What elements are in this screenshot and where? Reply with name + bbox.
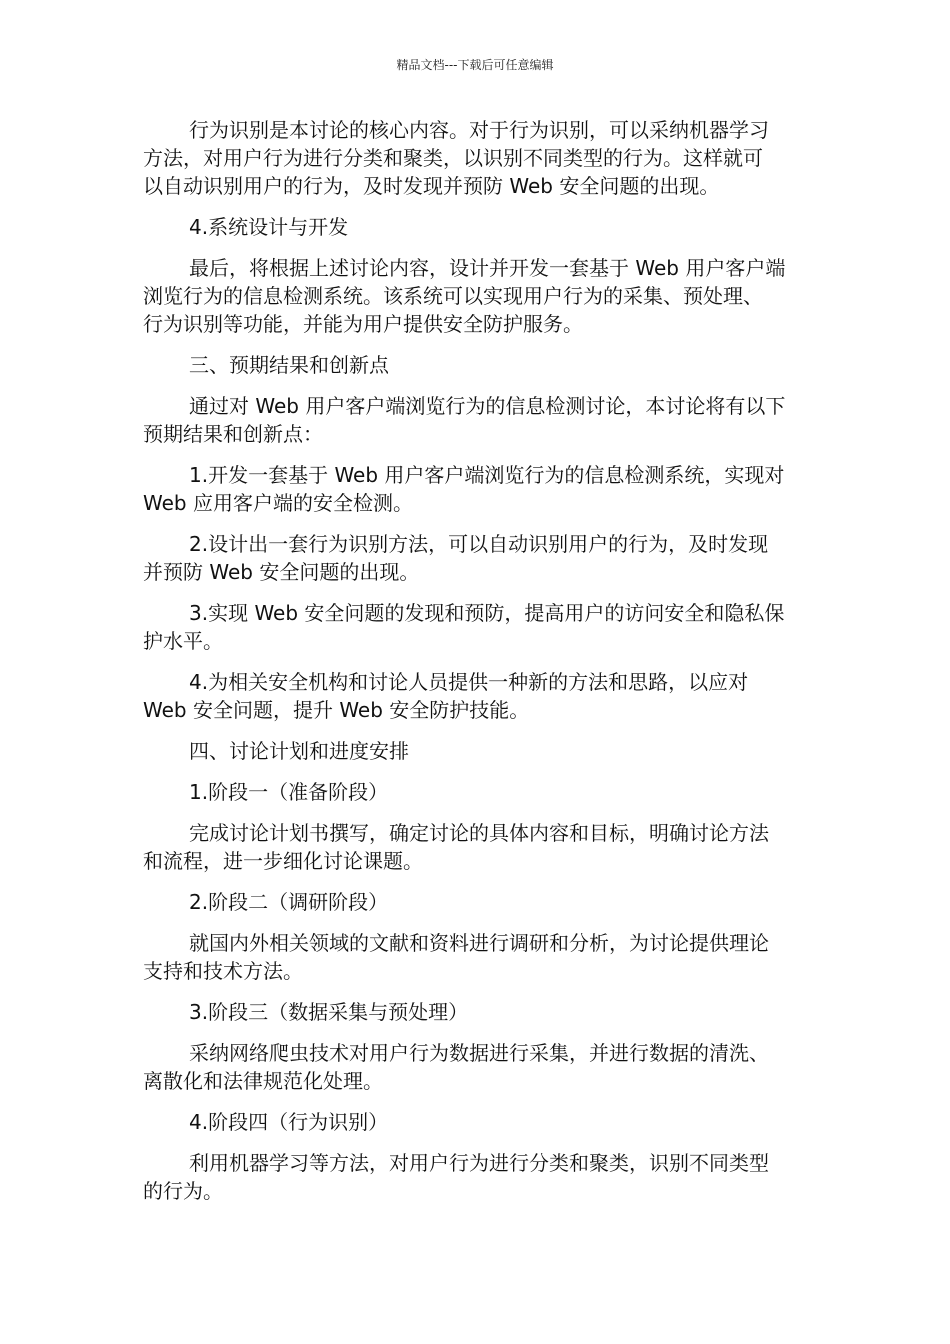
paragraph: [143, 213, 808, 241]
text-line: 方法，对用户行为进行分类和聚类，以识别不同类型的行为。这样就可: [143, 146, 763, 170]
text-line: 4.阶段四（行为识别）: [189, 1110, 389, 1134]
text-line: 完成讨论计划书撰写，确定讨论的具体内容和目标，明确讨论方法: [189, 821, 769, 845]
paragraph: [143, 530, 808, 586]
text-line: 离散化和法律规范化处理。: [143, 1069, 383, 1093]
text-line: 的行为。: [143, 1179, 223, 1203]
text-line: 以自动识别用户的行为，及时发现并预防 Web 安全问题的出现。: [143, 174, 720, 198]
paragraph: [143, 254, 808, 338]
text-line: 护水平。: [143, 629, 223, 653]
paragraph: [143, 737, 808, 765]
text-line: 3.阶段三（数据采集与预处理）: [189, 1000, 469, 1024]
text-line: 通过对 Web 用户客户端浏览行为的信息检测讨论，本讨论将有以下: [189, 394, 786, 418]
paragraph: [143, 1149, 808, 1205]
paragraph: [143, 819, 808, 875]
paragraph: [143, 351, 808, 379]
text-line: 和流程，进一步细化讨论课题。: [143, 849, 423, 873]
paragraph: [143, 668, 808, 724]
paragraph: [143, 461, 808, 517]
paragraph: [143, 599, 808, 655]
paragraph: [143, 116, 808, 200]
text-line: 利用机器学习等方法，对用户行为进行分类和聚类，识别不同类型: [189, 1151, 769, 1175]
page-header: 精品文档---下载后可任意编辑: [396, 58, 554, 72]
paragraph: [143, 1039, 808, 1095]
text-line: Web 应用客户端的安全检测。: [143, 491, 413, 515]
text-line: 采纳网络爬虫技术对用户行为数据进行采集，并进行数据的清洗、: [189, 1041, 769, 1065]
paragraph: [143, 998, 808, 1026]
text-line: 支持和技术方法。: [143, 959, 303, 983]
text-line: 最后，将根据上述讨论内容，设计并开发一套基于 Web 用户客户端: [189, 256, 786, 280]
text-line: 浏览行为的信息检测系统。该系统可以实现用户行为的采集、预处理、: [143, 284, 763, 308]
text-line: 三、预期结果和创新点: [189, 353, 389, 377]
paragraph: [143, 888, 808, 916]
text-line: 1.阶段一（准备阶段）: [189, 780, 389, 804]
document-body: [143, 116, 808, 1218]
text-line: 4.为相关安全机构和讨论人员提供一种新的方法和思路，以应对: [189, 670, 749, 694]
paragraph: [143, 392, 808, 448]
text-line: 行为识别是本讨论的核心内容。对于行为识别，可以采纳机器学习: [189, 118, 769, 142]
text-line: 1.开发一套基于 Web 用户客户端浏览行为的信息检测系统，实现对: [189, 463, 785, 487]
text-line: 预期结果和创新点：: [143, 422, 323, 446]
text-line: 4.系统设计与开发: [189, 215, 349, 239]
text-line: 2.阶段二（调研阶段）: [189, 890, 389, 914]
paragraph: [143, 1108, 808, 1136]
paragraph: [143, 778, 808, 806]
text-line: 就国内外相关领域的文献和资料进行调研和分析，为讨论提供理论: [189, 931, 769, 955]
text-line: 3.实现 Web 安全问题的发现和预防，提高用户的访问安全和隐私保: [189, 601, 785, 625]
text-line: 2.设计出一套行为识别方法，可以自动识别用户的行为，及时发现: [189, 532, 769, 556]
paragraph: [143, 929, 808, 985]
text-line: 四、讨论计划和进度安排: [189, 739, 409, 763]
text-line: Web 安全问题，提升 Web 安全防护技能。: [143, 698, 530, 722]
text-line: 行为识别等功能，并能为用户提供安全防护服务。: [143, 312, 583, 336]
text-line: 并预防 Web 安全问题的出现。: [143, 560, 420, 584]
